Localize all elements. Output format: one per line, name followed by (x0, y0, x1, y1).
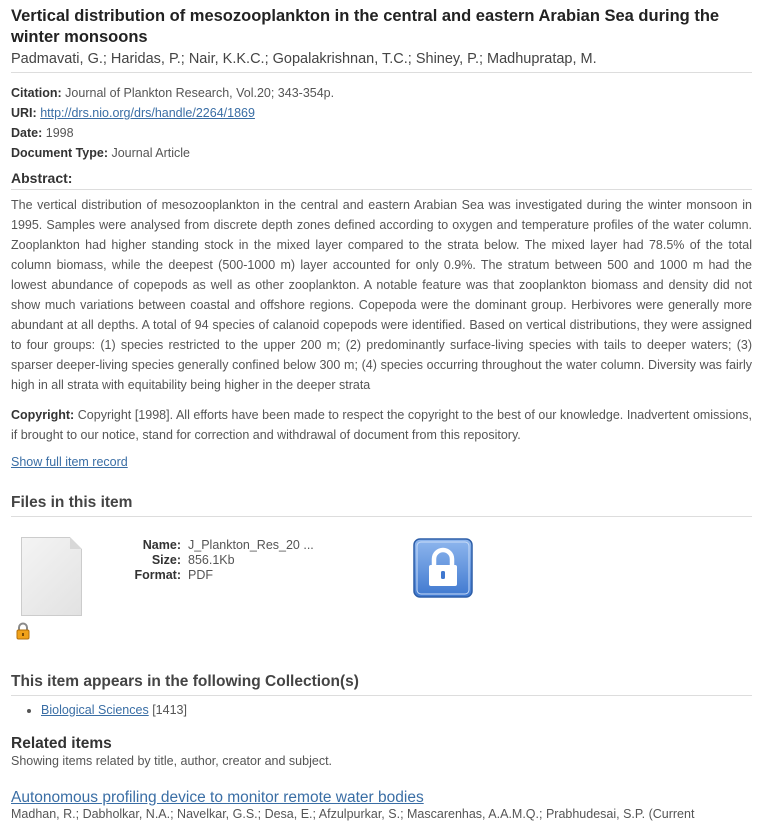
file-name-label: Name: (142, 538, 181, 552)
divider (11, 695, 752, 696)
uri-row (11, 103, 752, 123)
divider (11, 189, 752, 190)
related-heading: Related items (11, 735, 112, 752)
file-format-value: PDF (188, 568, 213, 582)
collection-count: [1413] (152, 703, 187, 717)
date-row (11, 123, 752, 143)
date-label: Date: (11, 126, 43, 140)
file-metadata (126, 538, 314, 583)
uri-label: URI: (11, 106, 37, 120)
item-authors: Padmavati, G.; Haridas, P.; Nair, K.K.C.; Gopalakrishnan, T.C.; Shiney, P.; Madhupratap, M. (11, 51, 597, 67)
related-subheading: Showing items related by title, author, creator and subject. (11, 754, 333, 768)
restricted-lock-icon[interactable] (413, 538, 473, 601)
item-title: Vertical distribution of mesozooplankton in the central and eastern Arabian Sea during the winter monsoons (11, 7, 720, 46)
citation-row (11, 83, 752, 103)
copyright-label: Copyright: (11, 408, 75, 422)
abstract-heading: Abstract: (11, 170, 73, 186)
list-item (41, 702, 752, 718)
file-format-label: Format: (134, 568, 181, 582)
doctype-value: Journal Article (111, 146, 190, 160)
files-heading: Files in this item (11, 494, 133, 511)
file-size-label: Size: (151, 553, 181, 567)
related-item-title-link[interactable]: Autonomous profiling device to monitor remote water bodies (11, 789, 424, 806)
abstract-text: The vertical distribution of mesozooplankton in the central and eastern Arabian Sea was investigated during the winter monsoon in 1995. Samples were analysed from discrete depth zones defined according to oxygen and temperature profiles of the water column. Zooplankton had higher standing stock in the mixed layer compared to the strata below. The mixed layer had 78.5% of the total column biomass, while the deepest (500-1000 m) layer accounted for only 0.9%. The stratum between 500 and 1000 m had the lowest abundance of copepods as well as other zooplankton. A notable feature was that zooplankton biomass and density did not show much variations between coastal and offshore regions. Copepoda were the dominant group. Herbivores were generally more abundant at all depths. A total of 94 species of calanoid copepods were identified. Based on vertical distributions, they were assigned to four groups: (1) species restricted to the upper 200 m; (2) predominantly surface-living species with tails to deeper waters; (3) sparser deeper-living species generally confined below 300 m; (4) species occurring throughout the water column. Diversity was fairly high in all strata with equitability being higher in the deeper strata (11, 198, 752, 392)
collections-heading: This item appears in the following Collection(s) (11, 673, 359, 690)
doctype-label: Document Type: (11, 146, 108, 160)
collection-link[interactable]: Biological Sciences (41, 703, 149, 717)
small-lock-icon (15, 622, 31, 643)
file-size-value: 856.1Kb (188, 553, 235, 567)
doctype-row (11, 143, 752, 163)
divider (11, 516, 752, 517)
collections-list (11, 702, 752, 718)
document-thumbnail-icon[interactable] (21, 537, 82, 616)
file-name-value: J_Plankton_Res_20 ... (188, 538, 314, 552)
file-entry (11, 522, 752, 654)
copyright (11, 405, 752, 445)
related-item-authors: Madhan, R.; Dabholkar, N.A.; Navelkar, G.S.; Desa, E.; Afzulpurkar, S.; Mascarenhas, A.A.M.Q.; Prabhudesai, S.P. (Current (11, 807, 695, 821)
citation-label: Citation: (11, 86, 62, 100)
date-value: 1998 (45, 126, 74, 140)
divider (11, 72, 752, 73)
show-full-record-link[interactable]: Show full item record (11, 455, 128, 469)
citation-value: Journal of Plankton Research, Vol.20; 343-354p. (65, 86, 335, 100)
uri-link[interactable]: http://drs.nio.org/drs/handle/2264/1869 (40, 106, 255, 120)
copyright-text: Copyright [1998]. All efforts have been made to respect the copyright to the best of our knowledge. Inadvertent omissions, if brought to our notice, stand for correction and withdrawal of document from this repository. (11, 408, 752, 442)
